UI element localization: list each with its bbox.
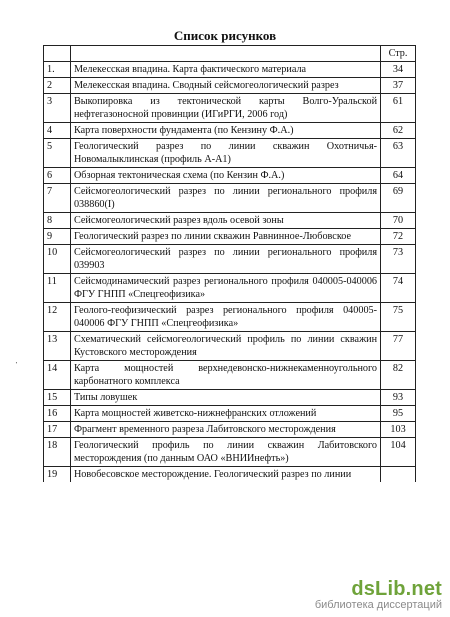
figure-page: 93 [381,390,416,406]
figure-number: 9 [44,229,71,245]
figure-page: 61 [381,94,416,123]
figure-title: Карта поверхности фундамента (по Кензину Ф.А.) [70,123,380,139]
figure-title: Сейсмогеологический разрез вдоль осевой зоны [70,213,380,229]
figure-number: 2 [44,78,71,94]
figure-title: Карта мощностей живетско-нижнефранских отложений [70,406,380,422]
table-row [44,245,416,274]
table-row [44,123,416,139]
table-row [44,168,416,184]
figure-number: 14 [44,361,71,390]
watermark-logo: dsLib.net [351,578,442,600]
table-row [44,361,416,390]
figure-number: 8 [44,213,71,229]
table-row [44,229,416,245]
figure-page: 77 [381,332,416,361]
figure-title: Геологический разрез по линии скважин Охотничья-Новомалыклинская (профиль А-А1) [70,139,380,168]
figure-page: 82 [381,361,416,390]
figure-title: Фрагмент временного разреза Лабитовского месторождения [70,422,380,438]
table-row [44,303,416,332]
figure-page [381,467,416,483]
figure-number: 17 [44,422,71,438]
figure-title: Типы ловушек [70,390,380,406]
figure-title: Мелекесская впадина. Карта фактического материала [70,62,380,78]
figure-title: Геологический разрез по линии скважин Равнинное-Любовское [70,229,380,245]
figure-title: Сейсмогеологический разрез по линии регионального профиля 039903 [70,245,380,274]
figure-title: Обзорная тектоническая схема (по Кензин Ф.А.) [70,168,380,184]
figure-title: Мелекесская впадина. Сводный сейсмогеологический разрез [70,78,380,94]
figure-number: 18 [44,438,71,467]
figure-title: Геолого-геофизический разрез регионального профиля 040005-040006 ФГУ ГНПП «Спецгеофизика» [70,303,380,332]
figure-page: 64 [381,168,416,184]
figure-number: 15 [44,390,71,406]
table-row [44,406,416,422]
table-row [44,78,416,94]
page-title: Список рисунков [173,28,277,43]
figure-page: 37 [381,78,416,94]
table-row [44,184,416,213]
figure-number: 16 [44,406,71,422]
figure-number: 13 [44,332,71,361]
scan-speck: ‧ [15,358,18,368]
figure-number: 12 [44,303,71,332]
figure-page: 73 [381,245,416,274]
figure-title: Сейсмогеологический разрез по линии регионального профиля 038860(I) [70,184,380,213]
figure-title: Схематический сейсмогеологический профиль по линии скважин Кустовского месторождения [70,332,380,361]
figure-page: 95 [381,406,416,422]
figure-page: 103 [381,422,416,438]
figure-number: 10 [44,245,71,274]
figures-table [43,45,416,482]
figure-page: 69 [381,184,416,213]
figure-number: 5 [44,139,71,168]
figure-page: 75 [381,303,416,332]
figure-page: 72 [381,229,416,245]
figure-page: 62 [381,123,416,139]
figure-number: 19 [44,467,71,483]
table-row [44,139,416,168]
table-row [44,332,416,361]
page-column-header: Стр. [381,46,416,62]
figure-number: 3 [44,94,71,123]
table-header-row [44,46,416,62]
table-row [44,62,416,78]
table-row [44,422,416,438]
table-row [44,390,416,406]
figure-title: Геологический профиль по линии скважин Лабитовского месторождения (по данным ОАО «ВНИИнефть») [70,438,380,467]
figure-title: Новобесовское месторождение. Геологический разрез по линии [70,467,380,483]
header-num-cell [44,46,71,62]
watermark [315,578,442,611]
figure-number: 7 [44,184,71,213]
figure-title: Карта мощностей верхнедевонско-нижнекаменноугольного карбонатного комплекса [70,361,380,390]
figure-number: 4 [44,123,71,139]
table-row [44,213,416,229]
figure-title: Сейсмодинамический разрез регионального профиля 040005-040006 ФГУ ГНПП «Спецгеофизика» [70,274,380,303]
figure-page: 70 [381,213,416,229]
figure-page: 104 [381,438,416,467]
figure-page: 34 [381,62,416,78]
figure-number: 6 [44,168,71,184]
figure-number: 1. [44,62,71,78]
figure-title: Выкопировка из тектонической карты Волго-Уральской нефтегазоносной провинции (ИГиРГИ, 2006 год) [70,94,380,123]
watermark-subtitle: библиотека диссертаций [314,599,442,611]
table-row [44,94,416,123]
figure-number: 11 [44,274,71,303]
figure-page: 63 [381,139,416,168]
figure-page: 74 [381,274,416,303]
table-row [44,274,416,303]
table-row [44,467,416,483]
header-title-cell [70,46,380,62]
table-row [44,438,416,467]
